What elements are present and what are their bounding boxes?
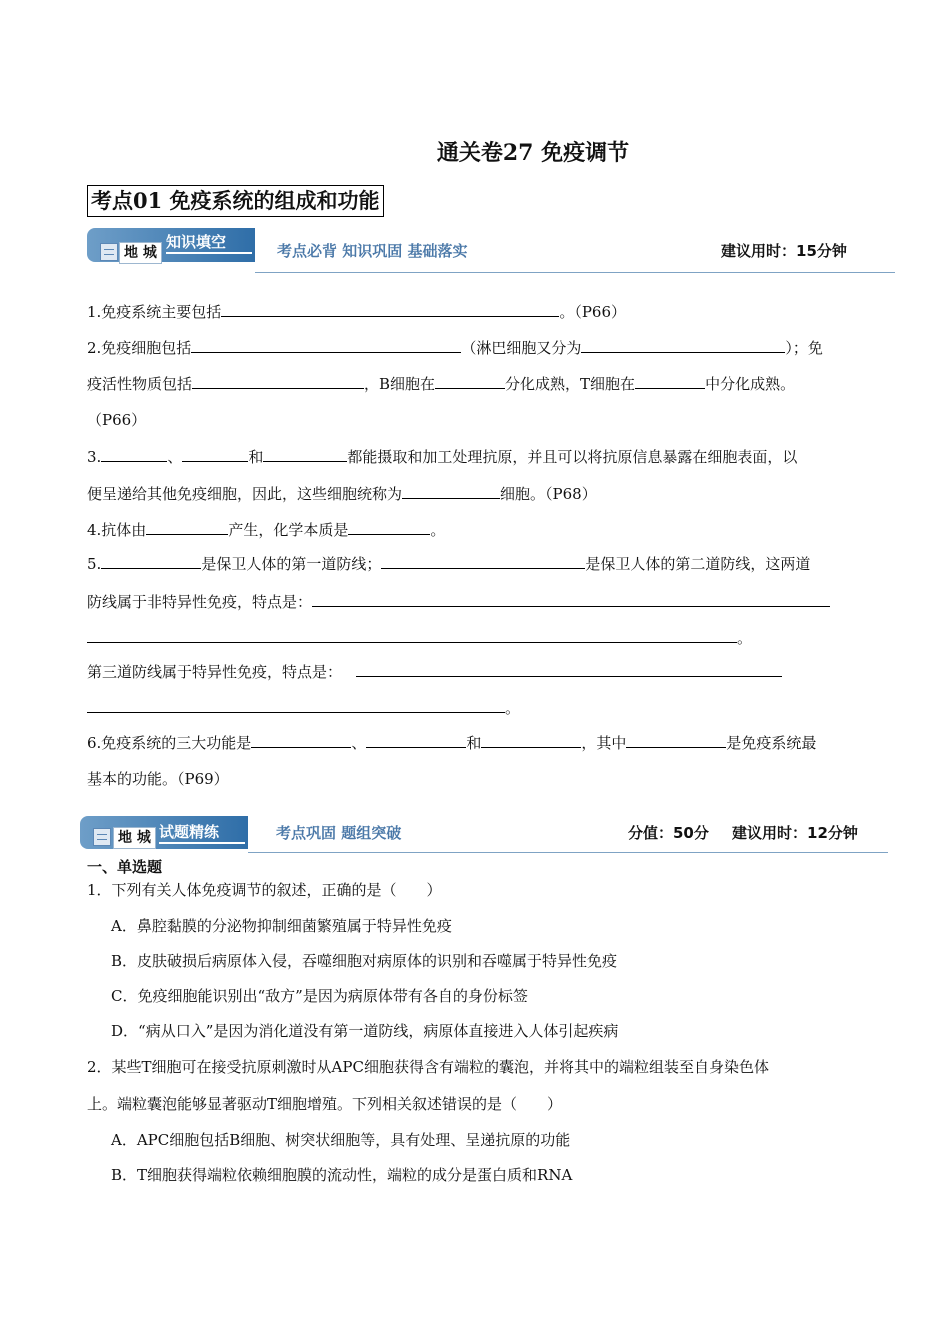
fill-question-2-page: （P66）	[87, 411, 147, 429]
question-1-option-c: C．免疫细胞能识别出“敌方”是因为病原体带有各自的身份标签	[111, 987, 528, 1005]
fill-question-1: 1.免疫系统主要包括 。（P66）	[87, 303, 626, 321]
fill-question-3-cont: 便呈递给其他免疫细胞，因此，这些细胞统称为 细胞。（P68）	[87, 485, 597, 503]
question-1-stem: 1．下列有关人体免疫调节的叙述，正确的是（ ）	[87, 881, 442, 899]
book-icon	[100, 243, 118, 261]
section-heading: 考点01 免疫系统的组成和功能	[87, 185, 384, 217]
banner-motto: 考点巩固 题组突破	[276, 824, 402, 842]
fill-question-2: 2.免疫细胞包括 （淋巴细胞又分为 ）；免	[87, 339, 823, 357]
section-single-choice: 一、单选题	[87, 858, 163, 876]
tab-underline	[166, 252, 252, 254]
fill-question-2-cont: 疫活性物质包括 ，B细胞在 分化成熟，T细胞在 中分化成熟。	[87, 375, 796, 393]
question-1-option-d: D．“病从口入”是因为消化道没有第一道防线，病原体直接进入人体引起疾病	[111, 1022, 619, 1040]
page-title: 通关卷27 免疫调节	[436, 140, 630, 166]
question-2-stem-cont: 上。端粒囊泡能够显著驱动T细胞增殖。下列相关叙述错误的是（ ）	[87, 1095, 563, 1113]
question-1-option-a: A．鼻腔黏膜的分泌物抑制细菌繁殖属于特异性免疫	[111, 917, 452, 935]
tab-label: 试题精练	[159, 823, 220, 841]
banner-motto: 考点必背 知识巩固 基础落实	[277, 242, 468, 260]
banner-rule	[248, 852, 888, 853]
suggested-time: 建议用时：12分钟	[732, 824, 858, 842]
question-1-option-b: B．皮肤破损后病原体入侵，吞噬细胞对病原体的识别和吞噬属于特异性免疫	[111, 952, 618, 970]
score-value: 分值：50分	[628, 824, 709, 842]
fill-question-5-cont: 防线属于非特异性免疫，特点是：	[87, 592, 830, 612]
suggested-time: 建议用时：15分钟	[721, 242, 847, 260]
question-2-stem: 2．某些T细胞可在接受抗原刺激时从APC细胞获得含有端粒的囊泡，并将其中的端粒组装至自身染色体	[87, 1058, 769, 1076]
fill-question-6: 6.免疫系统的三大功能是 、 和 ，其中 是免疫系统最	[87, 734, 817, 752]
tab-badge: 地 城	[113, 827, 156, 849]
question-2-option-a: A．APC细胞包括B细胞、树突状细胞等，具有处理、呈递抗原的功能	[111, 1131, 571, 1149]
fill-question-4: 4.抗体由 产生，化学本质是 。	[87, 521, 446, 539]
fill-question-6-cont: 基本的功能。（P69）	[87, 770, 229, 788]
fill-question-3: 3. 、 和 都能摄取和加工处理抗原，并且可以将抗原信息暴露在细胞表面，以	[87, 448, 798, 466]
tab-underline	[159, 842, 245, 844]
tab-badge: 地 城	[119, 242, 162, 264]
fill-question-5: 5. 是保卫人体的第一道防线； 是保卫人体的第二道防线，这两道	[87, 555, 811, 573]
fill-question-5-blank: 。	[87, 628, 752, 648]
fill-question-5-third-blank: 。	[87, 698, 520, 718]
question-2-option-b: B．T细胞获得端粒依赖细胞膜的流动性，端粒的成分是蛋白质和RNA	[111, 1166, 573, 1184]
banner-rule	[255, 272, 895, 273]
tab-label: 知识填空	[166, 233, 227, 251]
fill-question-5-third: 第三道防线属于特异性免疫，特点是：	[87, 662, 782, 682]
book-icon	[93, 828, 111, 846]
